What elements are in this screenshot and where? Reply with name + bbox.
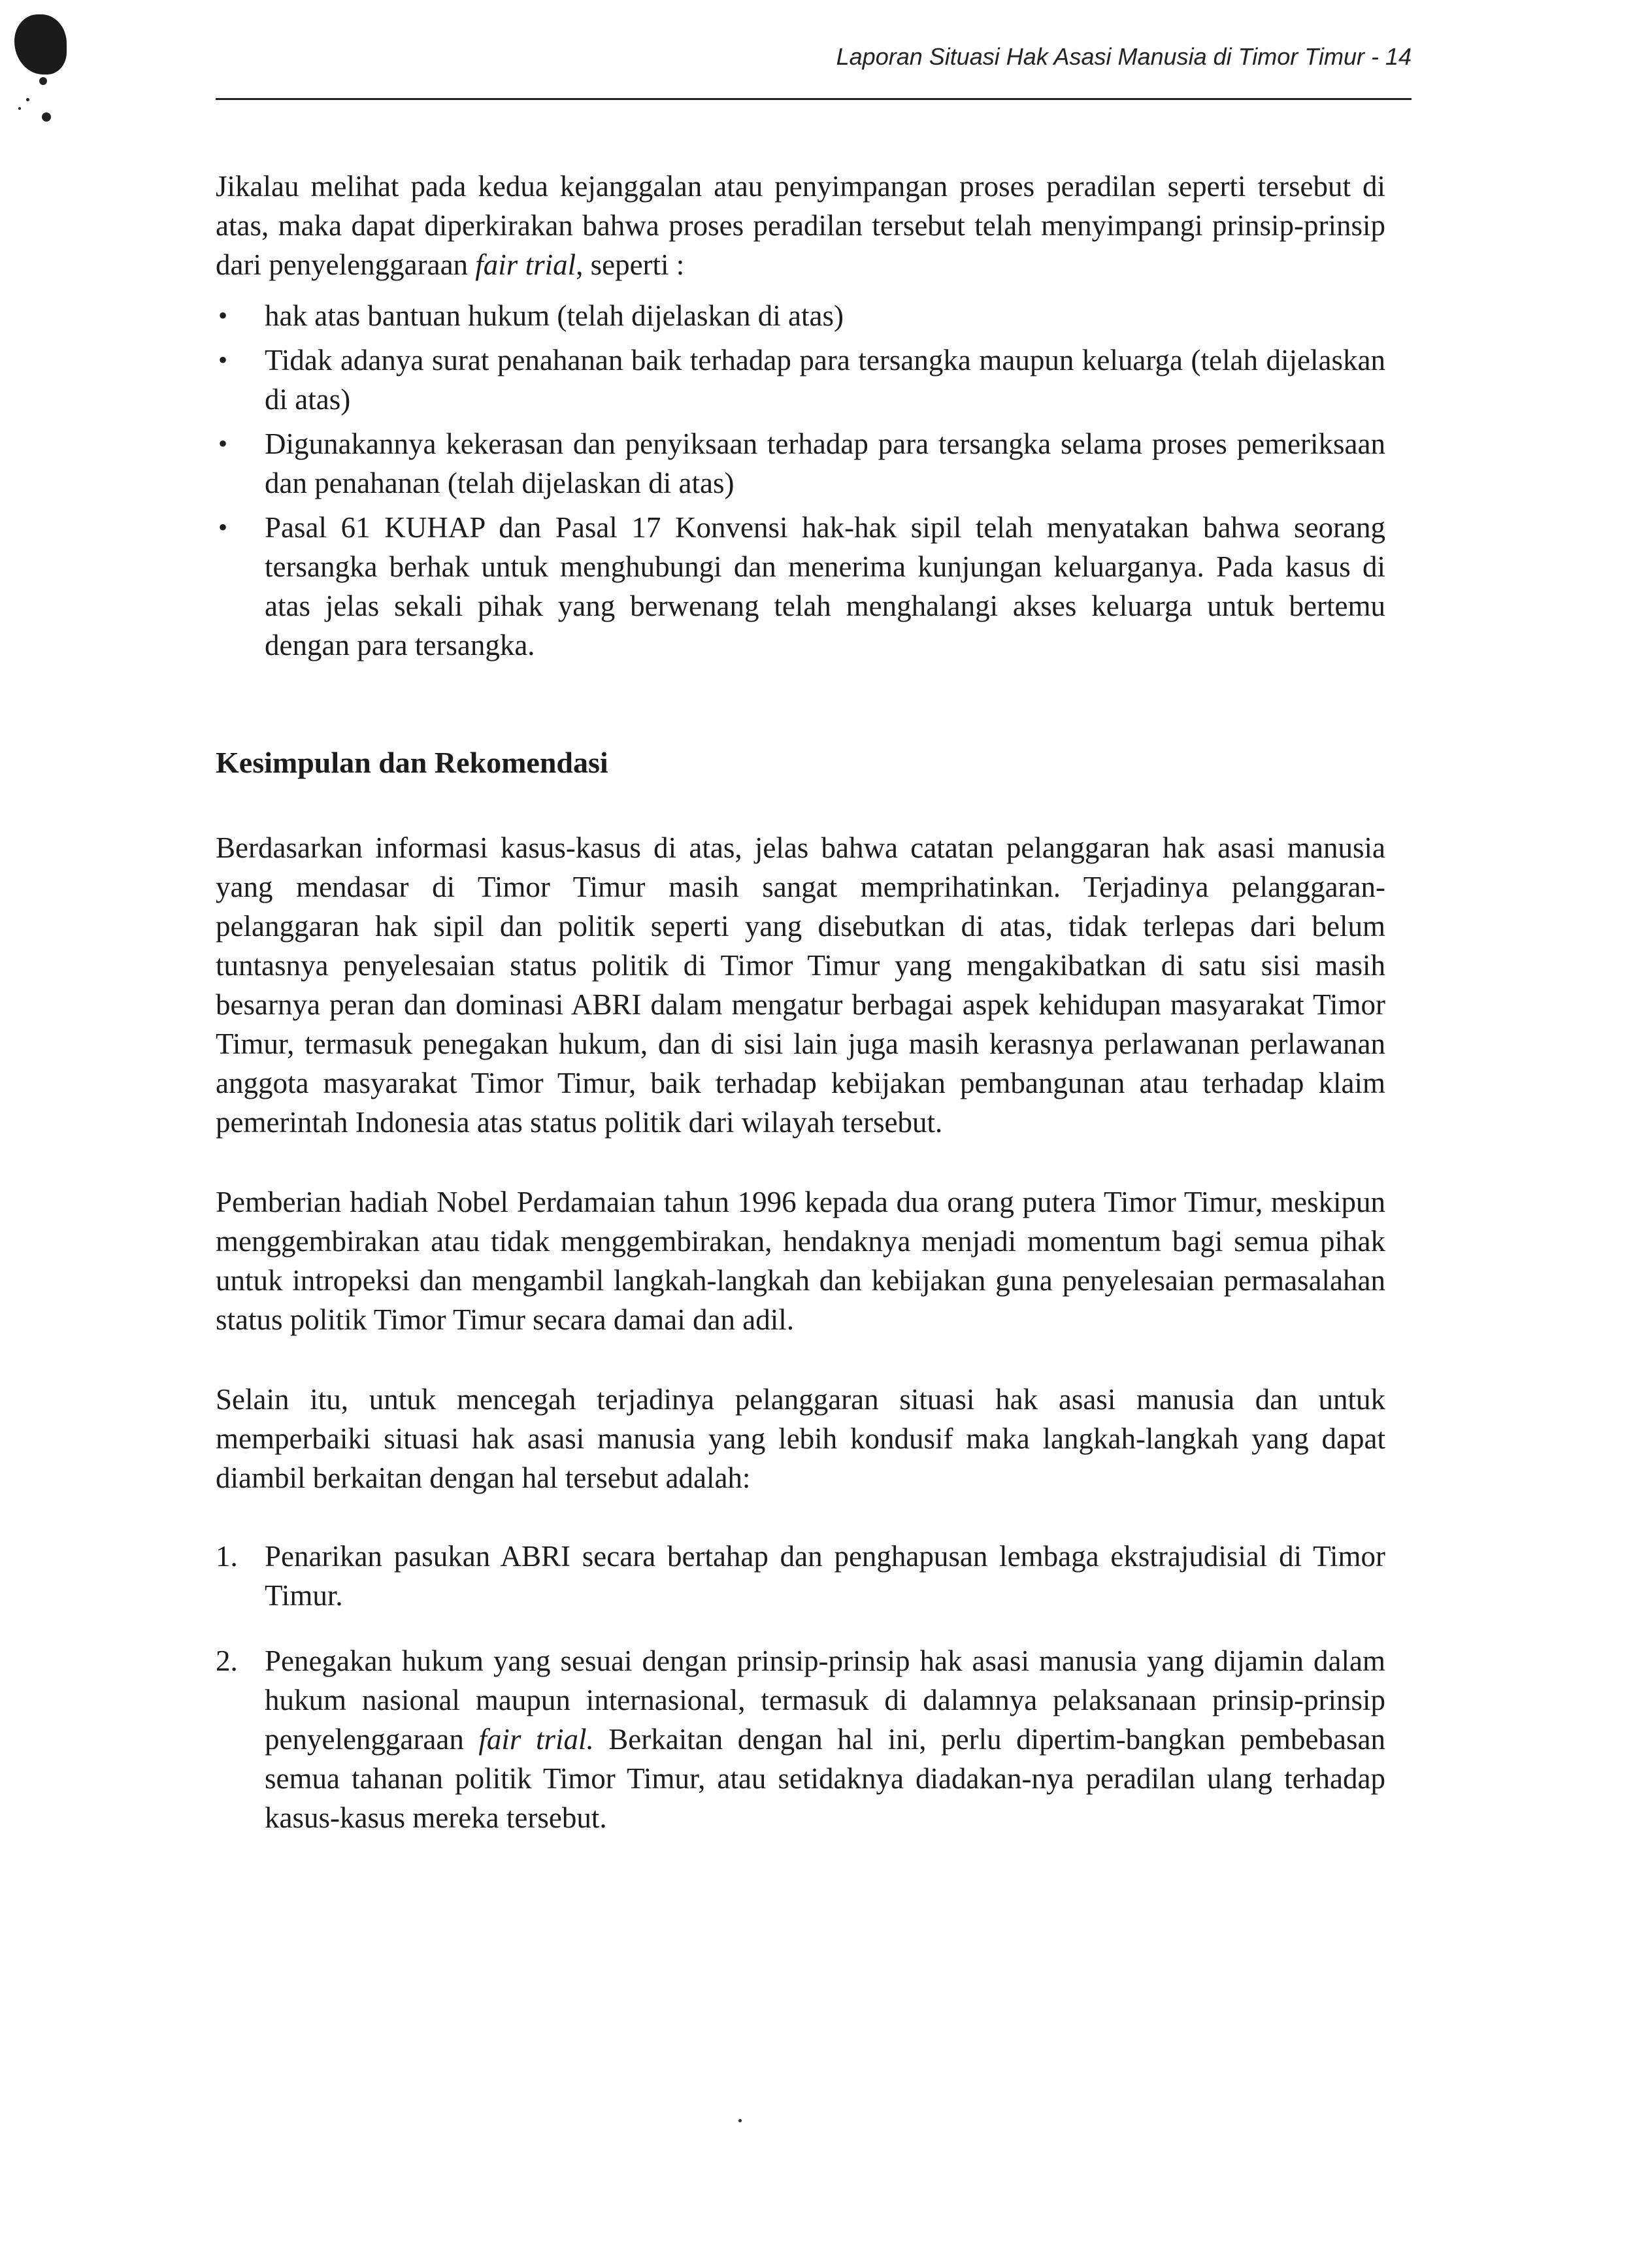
section-heading: Kesimpulan dan Rekomendasi [216, 746, 608, 779]
running-header: Laporan Situasi Hak Asasi Manusia di Timor Timur - 14 [836, 43, 1412, 70]
bullet-dot-icon: • [218, 345, 228, 375]
recommendation-item [216, 1641, 1385, 1837]
scan-speck [42, 112, 51, 122]
list-number: 1. [216, 1540, 238, 1573]
rec-text-italic: fair trial. [478, 1723, 594, 1756]
list-number: 2. [216, 1645, 238, 1677]
recommendation-list [216, 1537, 1385, 1837]
bullet-list [216, 296, 1385, 665]
intro-lead: Jikalau melihat pada kedua kejanggalan atau penyimpangan proses peradilan seperti tersebut di atas, maka dapat diperkirakan bahwa proses peradilan tersebut telah menyimpangi prinsip-prinsip dari penyelenggaraan [216, 170, 1385, 281]
rec-text-before: Penegakan hukum yang sesuai dengan prinsip-prinsip hak asasi manusia yang dijamin dalam hukum nasional maupun internasional, termasuk di dalamnya pelaksanaan prinsip-prinsip penyelenggaraan [265, 1645, 1385, 1756]
scan-speck [18, 107, 21, 110]
paragraph: Pemberian hadiah Nobel Perdamaian tahun 1996 kepada dua orang putera Timor Timur, meskipun menggembirakan atau tidak menggembirakan, hendaknya menjadi momentum bagi semua pihak untuk intropeksi dan mengambil langkah-langkah dan kebijakan guna penyelesaian permasalahan status politik Timor Timur secara damai dan adil. [216, 1186, 1385, 1336]
scan-speck [14, 14, 67, 75]
bullet-item [216, 296, 1385, 335]
bullet-text: Tidak adanya surat penahanan baik terhadap para tersangka maupun keluarga (telah dijelaskan di atas) [265, 344, 1385, 416]
bullet-text: Pasal 61 KUHAP dan Pasal 17 Konvensi hak-hak sipil telah menyatakan bahwa seorang tersangka berhak untuk menghubungi dan menerima kunjungan keluarganya. Pada kasus di atas jelas sekali pihak yang berwenang telah menghalangi akses keluarga untuk bertemu dengan para tersangka. [265, 511, 1385, 661]
scan-speck [26, 98, 29, 101]
recommendation-text [265, 1645, 1385, 1834]
bullet-dot-icon: • [218, 429, 228, 458]
recommendation-text: Penarikan pasukan ABRI secara bertahap dan penghapusan lembaga ekstrajudisial di Timor Timur. [265, 1540, 1385, 1612]
header-rule [216, 98, 1412, 100]
bullet-item [216, 508, 1385, 665]
bullet-text: Digunakannya kekerasan dan penyiksaan terhadap para tersangka selama proses pemeriksaan dan penahanan (telah dijelaskan di atas) [265, 427, 1385, 499]
rec-text-after: Berkaitan dengan hal ini, perlu dipertim-bangkan pembebasan semua tahanan politik Timor Timur, atau setidaknya diadakan-nya peradilan ulang terhadap kasus-kasus mereka tersebut. [265, 1723, 1385, 1834]
bullet-item [216, 341, 1385, 419]
bullet-dot-icon: • [218, 301, 228, 330]
bullet-item [216, 424, 1385, 503]
intro-end: , seperti : [576, 248, 685, 281]
bullet-dot-icon: • [218, 512, 228, 542]
scan-speck [738, 2119, 742, 2122]
recommendation-item [216, 1537, 1385, 1615]
paragraph: Selain itu, untuk mencegah terjadinya pelanggaran situasi hak asasi manusia dan untuk memperbaiki situasi hak asasi manusia yang lebih kondusif maka langkah-langkah yang dapat diambil berkaitan dengan hal tersebut adalah: [216, 1383, 1385, 1494]
bullet-text: hak atas bantuan hukum (telah dijelaskan di atas) [265, 299, 844, 332]
intro-paragraph [216, 167, 1385, 284]
scan-speck [39, 77, 47, 85]
intro-italic: fair trial [475, 248, 576, 281]
body-text [216, 167, 1385, 1863]
paragraph: Berdasarkan informasi kasus-kasus di atas, jelas bahwa catatan pelanggaran hak asasi manusia yang mendasar di Timor Timur masih sangat memprihatinkan. Terjadinya pelanggaran-pelanggaran hak sipil dan politik seperti yang disebutkan di atas, tidak terlepas dari belum tuntasnya penyelesaian status politik di Timor Timur yang mengakibatkan di satu sisi masih besarnya peran dan dominasi ABRI dalam mengatur berbagai aspek kehidupan masyarakat Timor Timur, termasuk penegakan hukum, dan di sisi lain juga masih kerasnya perlawanan perlawanan anggota masyarakat Timor Timur, baik terhadap kebijakan pembangunan atau terhadap klaim pemerintah Indonesia atas status politik dari wilayah tersebut. [216, 831, 1385, 1139]
